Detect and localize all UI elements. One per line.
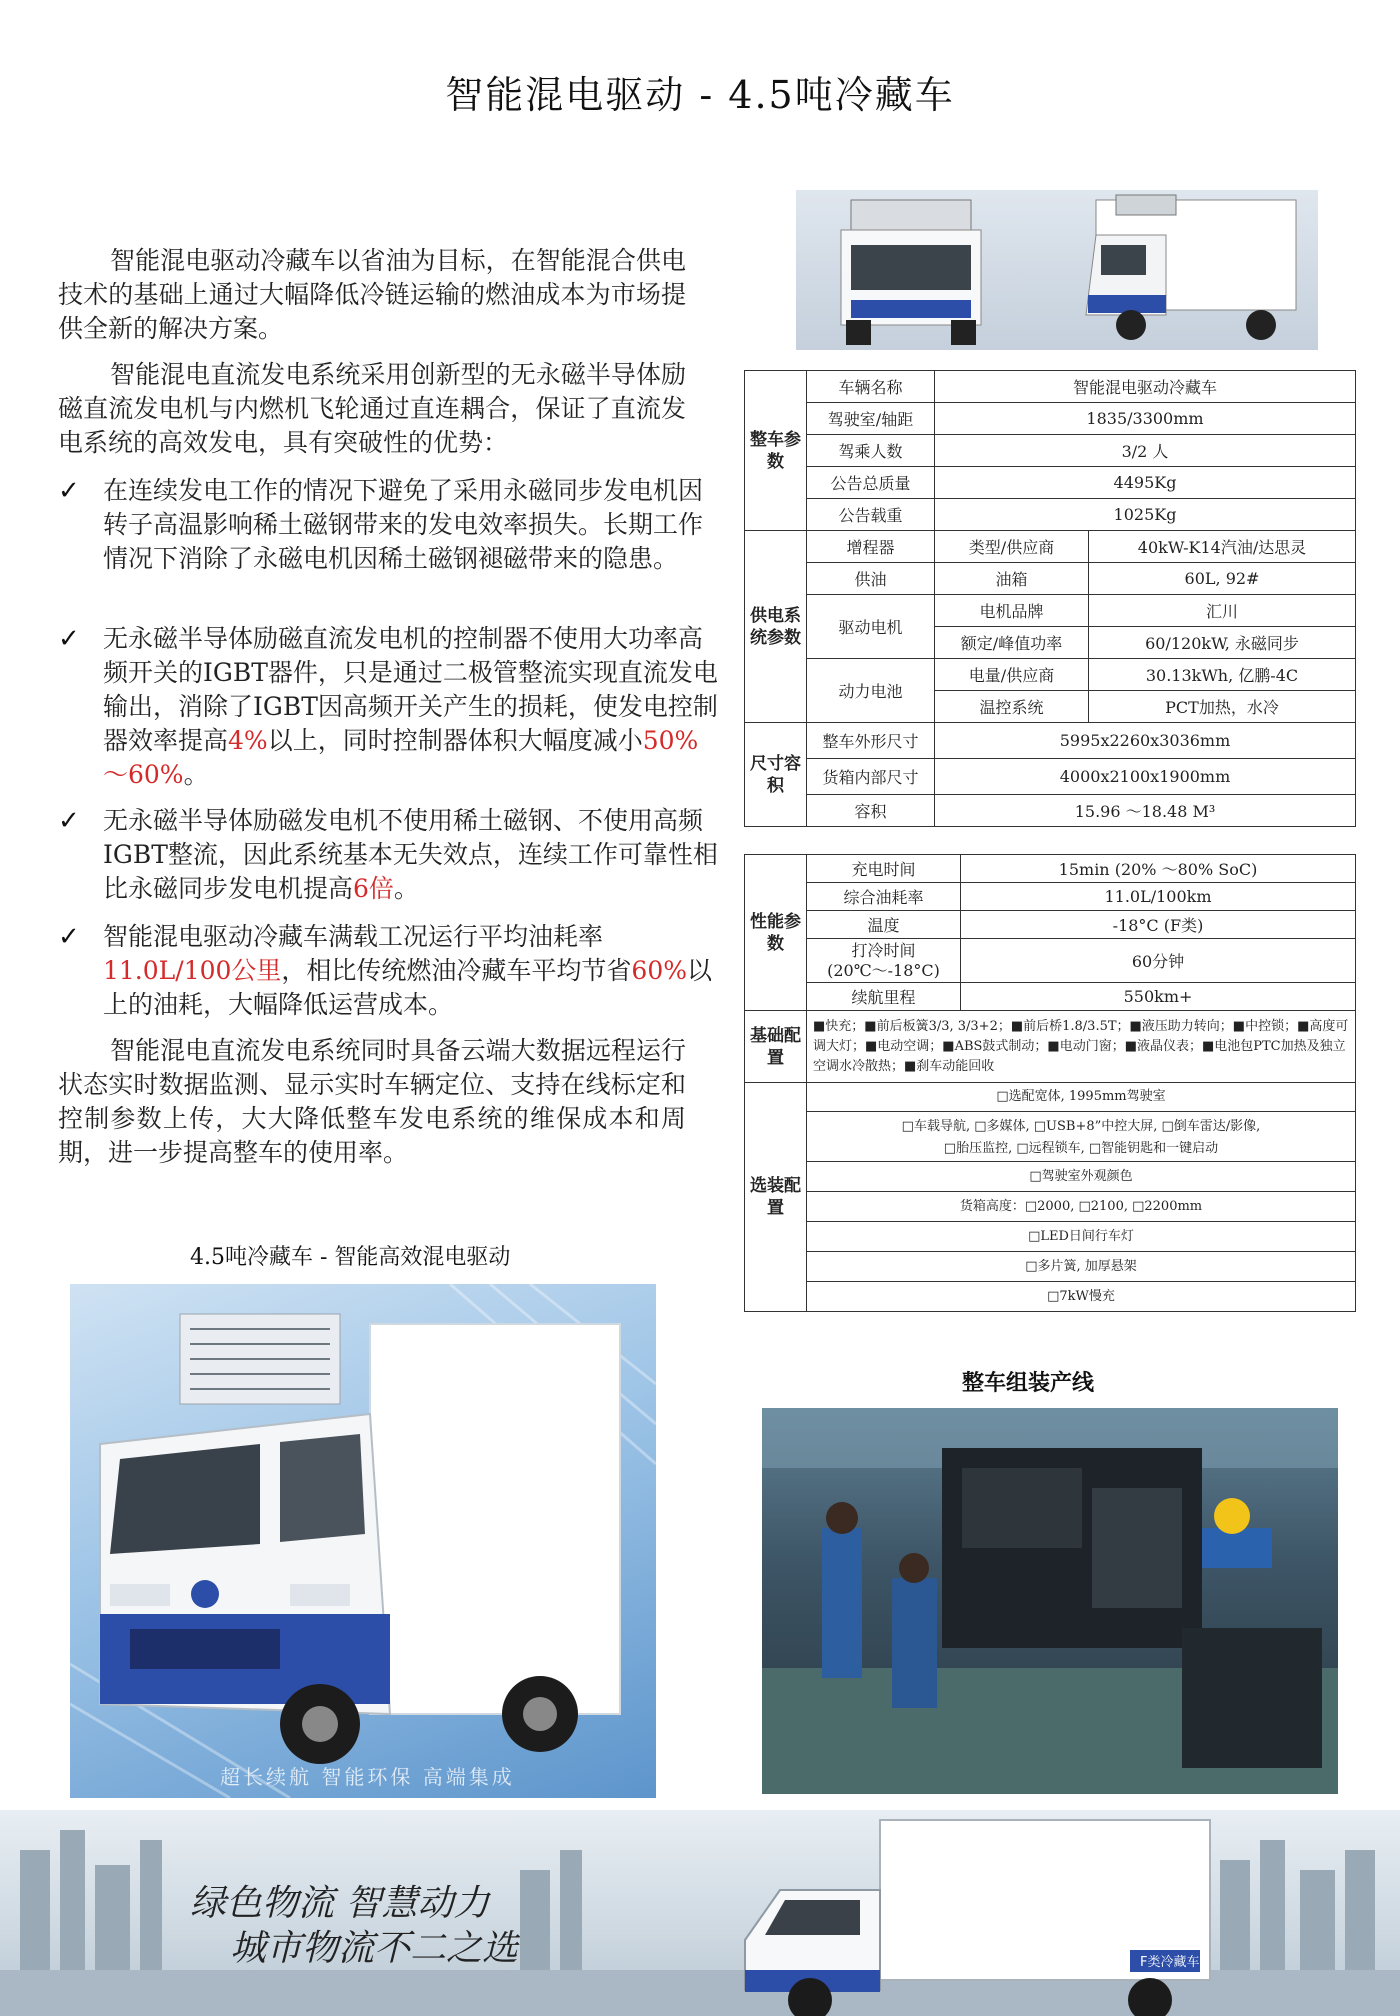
truck-slogan: 超长续航 智能环保 高端集成 xyxy=(220,1765,515,1789)
label-motor: 驱动电机 xyxy=(807,595,935,659)
group-size: 尺寸容积 xyxy=(745,723,807,827)
option-slow-charge: □7kW慢充 xyxy=(1047,1289,1115,1304)
intro-text-1: 智能混电驱动冷藏车以省油为目标，在智能混合供电技术的基础上通过大幅降低冷链运输的燃油成本为市场提供全新的解决方案。 xyxy=(58,246,686,343)
group-performance: 性能参数 xyxy=(745,855,807,1011)
option-electronics: □车载导航, □多媒体, □USB+8”中控大屏, □倒车雷达/影像, □胎压监控, □远程锁车, □智能钥匙和一键启动 xyxy=(807,1112,1355,1162)
label-fuel: 供油 xyxy=(807,563,935,595)
value-cooling-time: 60分钟 xyxy=(961,939,1356,983)
group-base-config: 基础配置 xyxy=(745,1011,807,1083)
label-range: 续航里程 xyxy=(807,983,961,1011)
label-vehicle-name: 车辆名称 xyxy=(807,371,935,403)
value-capacity: 30.13kWh, 亿鹏-4C xyxy=(1089,659,1356,691)
bullet-item-2 xyxy=(58,622,718,792)
label-seats: 驾乘人数 xyxy=(807,435,935,467)
intro-text-2: 智能混电直流发电系统采用创新型的无永磁半导体励磁直流发电机与内燃机飞轮通过直连耦合，保证了直流发电系统的高效发电，具有突破性的优势： xyxy=(58,360,686,457)
truck-views-photo xyxy=(796,190,1318,350)
label-gross: 公告总质量 xyxy=(807,467,935,499)
spec-table-performance xyxy=(744,854,1356,1312)
key-fuel: 油箱 xyxy=(935,563,1089,595)
value-seats: 3/2 人 xyxy=(935,435,1356,467)
value-vehicle-name: 智能混电驱动冷藏车 xyxy=(935,371,1356,403)
production-line-illustration xyxy=(762,1408,1338,1794)
value-extender: 40kW-K14汽油/达思灵 xyxy=(1089,531,1356,563)
value-gross: 4495Kg xyxy=(935,467,1356,499)
label-cooling-time: 打冷时间 (20℃～-18°C) xyxy=(807,939,961,983)
production-line-photo xyxy=(762,1408,1338,1794)
key-temp-control: 温控系统 xyxy=(935,691,1089,723)
group-power: 供电系统参数 xyxy=(745,531,807,723)
key-extender: 类型/供应商 xyxy=(935,531,1089,563)
banner-truck-label: F类冷藏车 xyxy=(1140,1955,1200,1970)
bottom-banner xyxy=(0,1810,1400,2016)
label-cab: 驾驶室/轴距 xyxy=(807,403,935,435)
key-capacity: 电量/供应商 xyxy=(935,659,1089,691)
bullet-text-4: 智能混电驱动冷藏车满载工况运行平均油耗率11.0L/100公里，相比传统燃油冷藏车平均节省60%以上的油耗，大幅降低运营成本。 xyxy=(103,922,713,1019)
value-base-config: ■快充；■前后板簧3/3, 3/3+2；■前后桥1.8/3.5T；■液压助力转向；■中控锁；■高度可调大灯；■电动空调；■ABS鼓式制动；■电动门窗；■液晶仪表；■电池包PTC加热及独立空调水冷散热；■刹车动能回收 xyxy=(807,1011,1356,1083)
option-box-height: 货箱高度：□2000, □2100, □2200mm xyxy=(807,1192,1355,1222)
group-optional-config: 选装配置 xyxy=(745,1083,807,1312)
label-charge: 充电时间 xyxy=(807,855,961,883)
truck-views-illustration xyxy=(796,190,1318,350)
bullet-text-3: 无永磁半导体励磁发电机不使用稀土磁钢、不使用高频IGBT整流，因此系统基本无失效点，连续工作可靠性相比永磁同步发电机提高6倍。 xyxy=(103,806,718,903)
intro-paragraph-2 xyxy=(58,358,686,460)
banner-slogan-2: 城市物流不二之选 xyxy=(230,1928,519,1969)
optional-config-list xyxy=(807,1083,1356,1312)
truck-caption: 4.5吨冷藏车 - 智能高效混电驱动 xyxy=(190,1245,511,1270)
value-power: 60/120kW, 永磁同步 xyxy=(1089,627,1356,659)
option-led: □LED日间行车灯 xyxy=(807,1222,1355,1252)
option-wide-body: □选配宽体, 1995mm驾驶室 xyxy=(807,1083,1355,1112)
value-volume: 15.96 ～18.48 M³ xyxy=(935,795,1356,827)
value-outer-size: 5995x2260x3036mm xyxy=(935,723,1356,759)
value-temp-control: PCT加热，水冷 xyxy=(1089,691,1356,723)
closing-paragraph xyxy=(58,1034,686,1170)
intro-paragraph-1 xyxy=(58,244,686,346)
value-charge: 15min (20% ～80% SoC) xyxy=(961,855,1356,883)
check-icon: ✓ xyxy=(58,806,80,836)
bullet-item-1 xyxy=(58,474,718,576)
value-temperature: -18°C (F类) xyxy=(961,911,1356,939)
bullet-item-4 xyxy=(58,920,718,1022)
option-color: □驾驶室外观颜色 xyxy=(807,1162,1355,1192)
banner-illustration xyxy=(0,1810,1400,2016)
label-inner-size: 货箱内部尺寸 xyxy=(807,759,935,795)
check-icon: ✓ xyxy=(58,476,80,506)
page-title: 智能混电驱动 - 4.5吨冷藏车 xyxy=(445,73,955,117)
key-power: 额定/峰值功率 xyxy=(935,627,1089,659)
label-extender: 增程器 xyxy=(807,531,935,563)
banner-slogan-1: 绿色物流 智慧动力 xyxy=(190,1883,490,1924)
group-vehicle: 整车参数 xyxy=(745,371,807,531)
label-volume: 容积 xyxy=(807,795,935,827)
bullet-text-1: 在连续发电工作的情况下避免了采用永磁同步发电机因转子高温影响稀土磁钢带来的发电效率损失。长期工作情况下消除了永磁电机因稀土磁钢褪磁带来的隐患。 xyxy=(103,476,704,573)
value-brand: 汇川 xyxy=(1089,595,1356,627)
key-brand: 电机品牌 xyxy=(935,595,1089,627)
check-icon: ✓ xyxy=(58,624,80,654)
label-battery: 动力电池 xyxy=(807,659,935,723)
value-cab: 1835/3300mm xyxy=(935,403,1356,435)
bullet-item-3 xyxy=(58,804,718,906)
value-fuel-rate: 11.0L/100km xyxy=(961,883,1356,911)
label-load: 公告载重 xyxy=(807,499,935,531)
label-fuel-rate: 综合油耗率 xyxy=(807,883,961,911)
option-suspension: □多片簧, 加厚悬架 xyxy=(807,1252,1355,1282)
closing-text: 智能混电直流发电系统同时具备云端大数据远程运行状态实时数据监测、显示实时车辆定位、支持在线标定和控制参数上传，大大降低整车发电系统的维保成本和周期，进一步提高整车的使用率。 xyxy=(58,1036,686,1167)
value-load: 1025Kg xyxy=(935,499,1356,531)
value-fuel: 60L, 92# xyxy=(1089,563,1356,595)
bullet-text-2: 无永磁半导体励磁直流发电机的控制器不使用大功率高频开关的IGBT器件，只是通过二极管整流实现直流发电输出，消除了IGBT因高频开关产生的损耗，使发电控制器效率提高4%以上，同时控制器体积大幅度减小50%～60%。 xyxy=(103,624,718,789)
label-outer-size: 整车外形尺寸 xyxy=(807,723,935,759)
production-line-caption: 整车组装产线 xyxy=(962,1370,1095,1396)
label-temperature: 温度 xyxy=(807,911,961,939)
truck-illustration xyxy=(70,1284,656,1798)
spec-table-main xyxy=(744,370,1356,827)
truck-photo xyxy=(70,1284,656,1798)
value-range: 550km+ xyxy=(961,983,1356,1011)
check-icon: ✓ xyxy=(58,922,80,952)
value-inner-size: 4000x2100x1900mm xyxy=(935,759,1356,795)
